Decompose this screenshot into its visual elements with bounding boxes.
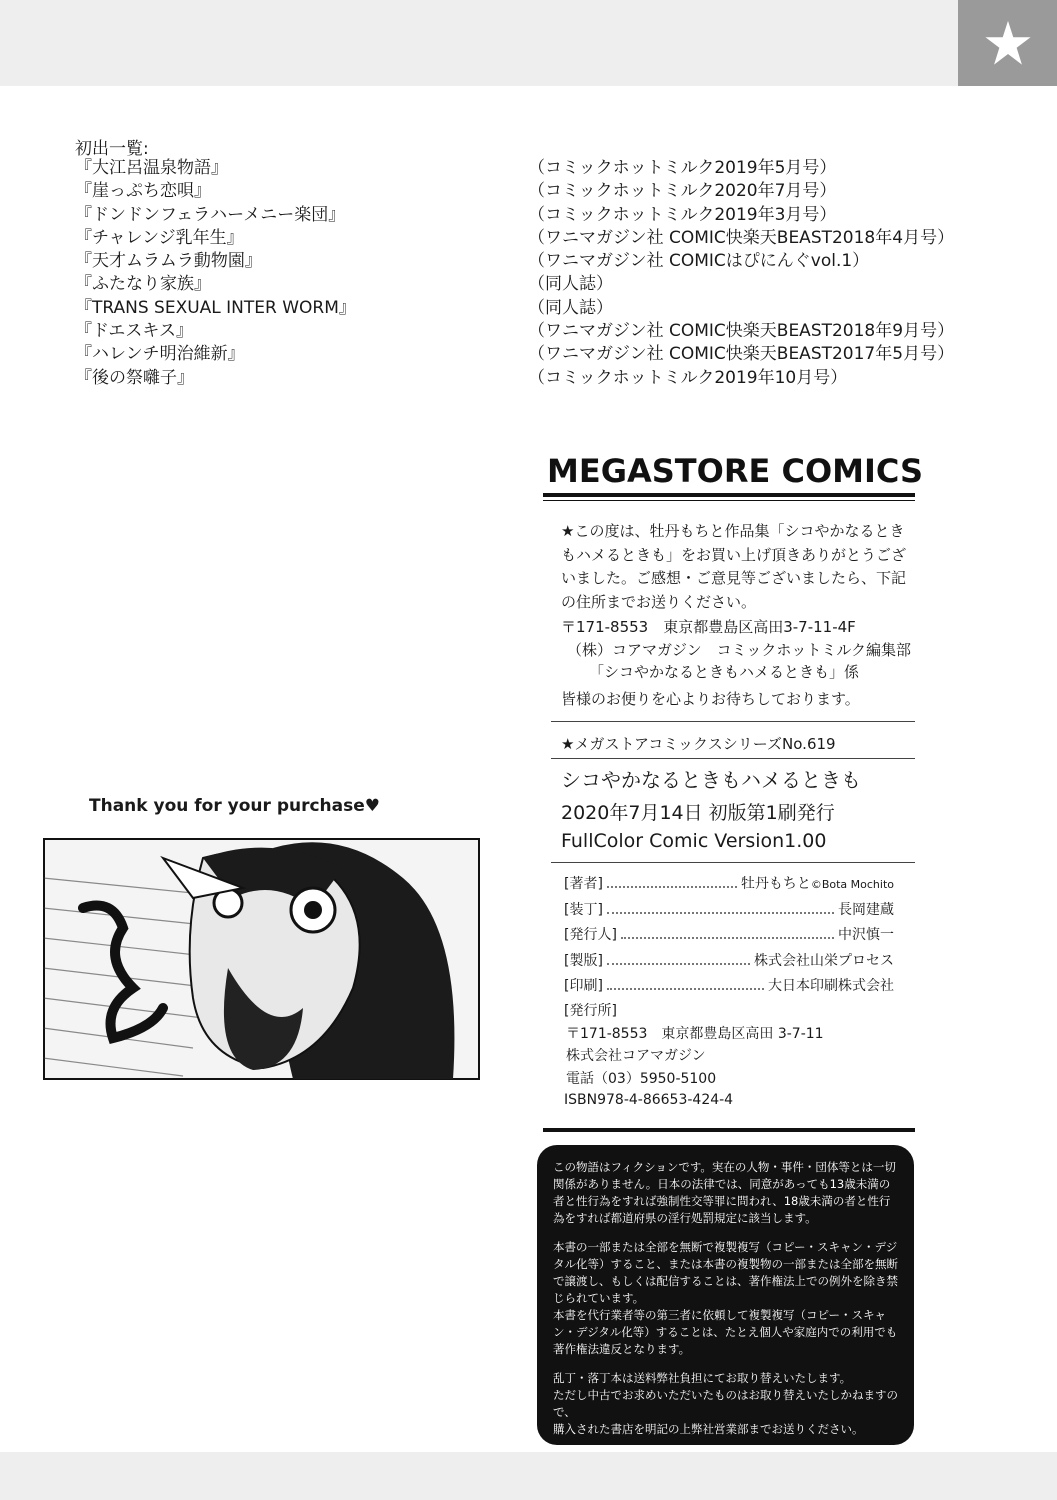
work-source: （ワニマガジン社 COMIC快楽天BEAST2018年9月号） bbox=[528, 321, 955, 342]
list-item bbox=[75, 204, 975, 227]
work-title: 『崖っぷち恋唄』 bbox=[75, 181, 211, 202]
list-item bbox=[75, 250, 975, 273]
address-line: 〒171-8553 東京都豊島区高田3-7-11-4F bbox=[561, 618, 856, 636]
divider bbox=[551, 721, 915, 722]
leader-dots bbox=[607, 988, 764, 990]
purchase-caption: Thank you for your purchase♥ bbox=[89, 796, 381, 816]
list-item bbox=[75, 343, 975, 366]
publisher-block bbox=[564, 1000, 824, 1090]
credit-row bbox=[564, 950, 894, 976]
list-item bbox=[75, 367, 975, 390]
credit-row bbox=[564, 899, 894, 925]
version-label: FullColor Comic Version1.00 bbox=[561, 830, 827, 852]
mail-address bbox=[561, 616, 911, 684]
credit-copyright: ©Bota Mochito bbox=[810, 878, 894, 891]
book-title: シコやかなるときもハメるときも bbox=[561, 768, 861, 792]
brand-divider-thin bbox=[543, 500, 915, 501]
list-item bbox=[75, 157, 975, 180]
notice-paragraph: 乱丁・落丁本は送料弊社負担にてお取り替えいたします。 ただし中古でお求めいただいたものはお取り替えいたしかねますので、 購入された書店を明記の上弊社営業部までお送りください。 bbox=[553, 1371, 898, 1436]
first-appearance-heading: 初出一覧: bbox=[75, 139, 149, 159]
leader-dots bbox=[607, 963, 750, 965]
credit-name: 牡丹もちと bbox=[740, 876, 811, 892]
leader-dots bbox=[607, 912, 834, 914]
credit-row bbox=[564, 924, 894, 950]
work-source: （ワニマガジン社 COMIC快楽天BEAST2018年4月号） bbox=[528, 227, 955, 248]
work-title: 『ドエスキス』 bbox=[75, 321, 193, 342]
issue-date: 2020年7月14日 初版第1刷発行 bbox=[561, 802, 835, 824]
work-source: （コミックホットミルク2020年7月号） bbox=[528, 181, 837, 202]
notice-paragraph: 本書の一部または全部を無断で複製複写（コピー・スキャン・デジタル化等）すること、または本書の複製物の一部または全部を無断で譲渡し、もしくは配信することは、著作権法上での例外を除き禁じられています。 本書を代行業者等の第三者に依頼して複製複写（コピー・スキャン・デジタル化等）することは、たとえ個人や家庭内での利用でも著作権法違反となります。 bbox=[553, 1240, 898, 1356]
work-source: （コミックホットミルク2019年3月号） bbox=[528, 204, 837, 225]
publisher-line: 電話（03）5950-5100 bbox=[566, 1070, 717, 1087]
address-line: （株）コアマガジン コミックホットミルク編集部 bbox=[567, 640, 912, 659]
credit-role: [印刷] bbox=[564, 978, 603, 994]
credit-name: 中沢慎一 bbox=[838, 927, 894, 943]
list-item bbox=[75, 180, 975, 203]
closing-message: 皆様のお便りを心よりお待ちしております。 bbox=[561, 690, 860, 708]
work-title: 『TRANS SEXUAL INTER WORM』 bbox=[75, 297, 356, 318]
leader-dots bbox=[621, 937, 834, 939]
work-source: （ワニマガジン社 COMIC快楽天BEAST2017年5月号） bbox=[528, 344, 955, 365]
notice-paragraph: この物語はフィクションです。実在の人物・事件・団体等とは一切関係がありません。日本の法律では、同意があっても13歳未満の者と性行為をすれば強制性交等罪に問われ、18歳未満の者と性行為をすれば都道府県の淫行処罰規定に該当します。 bbox=[553, 1160, 896, 1225]
work-title: 『チャレンジ乳年生』 bbox=[75, 227, 244, 248]
series-number: ★メガストアコミックスシリーズNo.619 bbox=[561, 735, 836, 753]
work-source: （ワニマガジン社 COMICはぴにんぐvol.1） bbox=[528, 251, 870, 272]
credit-role: [装丁] bbox=[564, 901, 603, 918]
list-item bbox=[75, 320, 975, 343]
credit-name: 長岡建蔵 bbox=[838, 901, 894, 918]
list-item bbox=[75, 227, 975, 250]
credits-list bbox=[564, 873, 894, 1001]
credit-role: [発行人] bbox=[564, 927, 617, 943]
credit-role: [製版] bbox=[564, 952, 603, 969]
legal-notice bbox=[537, 1145, 914, 1445]
credit-name: 株式会社山栄プロセス bbox=[754, 952, 894, 969]
address-line: 「シコやかなるときもハメるときも」係 bbox=[589, 663, 860, 681]
work-source: （コミックホットミルク2019年10月号） bbox=[528, 367, 848, 388]
work-title: 『大江呂温泉物語』 bbox=[75, 158, 228, 178]
work-source: （同人誌） bbox=[528, 274, 613, 295]
bottom-bar bbox=[0, 1452, 1057, 1500]
top-bar bbox=[0, 0, 1057, 86]
leader-dots bbox=[607, 886, 737, 888]
comic-panel-illustration bbox=[43, 838, 480, 1080]
work-source: （同人誌） bbox=[528, 297, 613, 318]
divider bbox=[551, 758, 915, 759]
divider bbox=[551, 862, 915, 863]
star-badge bbox=[958, 0, 1057, 86]
star-icon bbox=[984, 19, 1032, 67]
list-item bbox=[75, 273, 975, 296]
publisher-label: [発行所] bbox=[564, 1003, 617, 1019]
work-title: 『ドンドンフェラハーメニー楽団』 bbox=[75, 204, 346, 225]
isbn: ISBN978-4-86653-424-4 bbox=[564, 1092, 734, 1108]
publisher-line: 株式会社コアマガジン bbox=[566, 1048, 706, 1064]
work-source: （コミックホットミルク2019年5月号） bbox=[528, 158, 837, 178]
work-title: 『ふたなり家族』 bbox=[75, 274, 211, 295]
work-title: 『後の祭囃子』 bbox=[75, 367, 194, 388]
work-title: 『ハレンチ明治維新』 bbox=[75, 344, 245, 365]
publisher-line: 〒171-8553 東京都豊島区高田 3-7-11 bbox=[566, 1025, 824, 1042]
credit-row bbox=[564, 975, 894, 1001]
first-appearance-list bbox=[75, 157, 975, 390]
list-item bbox=[75, 297, 975, 320]
credit-row bbox=[564, 873, 894, 899]
bottom-divider bbox=[543, 1128, 915, 1132]
credit-role: [著者] bbox=[564, 876, 603, 892]
work-title: 『天才ムラムラ動物園』 bbox=[75, 251, 262, 272]
credit-name: 大日本印刷株式会社 bbox=[768, 978, 894, 994]
brand-divider bbox=[543, 493, 915, 497]
thanks-message: ★この度は、牡丹もちと作品集「シコやかなるときもハメるときも」をお買い上げ頂きありがとうございました。ご感想・ご意見等ございましたら、下記の住所までお送りください。 bbox=[561, 522, 907, 611]
brand-logo: MEGASTORE COMICS bbox=[547, 452, 924, 490]
